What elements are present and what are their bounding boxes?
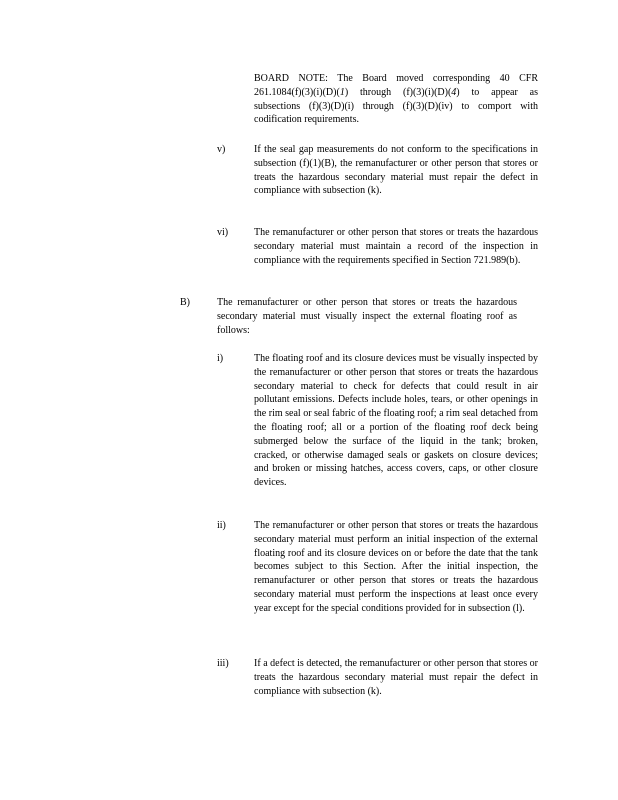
item-B-label: B) xyxy=(180,297,190,308)
board-note-middle: ) through (f)(3)(i)(D)( xyxy=(344,86,452,98)
board-note-suffix: ) to appear as subsections (f)(3)(D)(i) through (f)(3)(D)(iv) to comport with codification requirements. xyxy=(254,86,538,126)
board-note xyxy=(254,72,538,127)
item-vi-label: vi) xyxy=(217,227,229,238)
item-B-ii-text: The remanufacturer or other person that stores or treats the hazardous secondary material must perform an initial inspection of the external floating roof and its closure devices on or before the date that the tank becomes subject to this Section. After the initial inspection, the remanufacturer or other person that stores or treats the hazardous secondary material must perform the inspections at least once every year except for the special conditions provided for in subsection (l). xyxy=(254,520,538,614)
item-B-i-label: i) xyxy=(217,353,224,364)
item-B-text: The remanufacturer or other person that stores or treats the hazardous secondary material must visually inspect the external floating roof as follows: xyxy=(217,297,517,336)
item-v-text: If the seal gap measurements do not conform to the specifications in subsection (f)(1)(B), the remanufacturer or other person that stores or treats the hazardous secondary material must repair the defect in compliance with subsection (k). xyxy=(254,144,538,197)
item-v-label: v) xyxy=(217,144,226,155)
board-note-prefix: BOARD NOTE: The Board moved corresponding 40 CFR 261.1084(f)(3)(i)(D)( xyxy=(254,73,538,98)
item-vi-text: The remanufacturer or other person that stores or treats the hazardous secondary material must maintain a record of the inspection in compliance with the requirements specified in Section 721.989(b). xyxy=(254,227,538,266)
board-note-first: 1 xyxy=(339,86,345,98)
item-B-iii-text: If a defect is detected, the remanufacturer or other person that stores or treats the hazardous secondary material must repair the defect in compliance with subsection (k). xyxy=(254,658,538,697)
item-B-iii-label: iii) xyxy=(217,658,229,669)
item-B-ii-label: ii) xyxy=(217,520,226,531)
board-note-last: 4 xyxy=(451,86,457,98)
item-B-i-text: The floating roof and its closure devices must be visually inspected by the remanufacturer or other person that stores or treats the hazardous secondary material to check for defects that could result in air pollutant emissions. Defects include holes, tears, or other openings in the rim seal or seal fabric of the floating roof; a rim seal detached from the floating roof; all or a portion of the floating roof deck being submerged below the surface of the liquid in the tank; broken, cracked, or otherwise damaged seals or gaskets on closure devices; and broken or missing hatches, access covers, caps, or other closure devices. xyxy=(254,353,538,489)
